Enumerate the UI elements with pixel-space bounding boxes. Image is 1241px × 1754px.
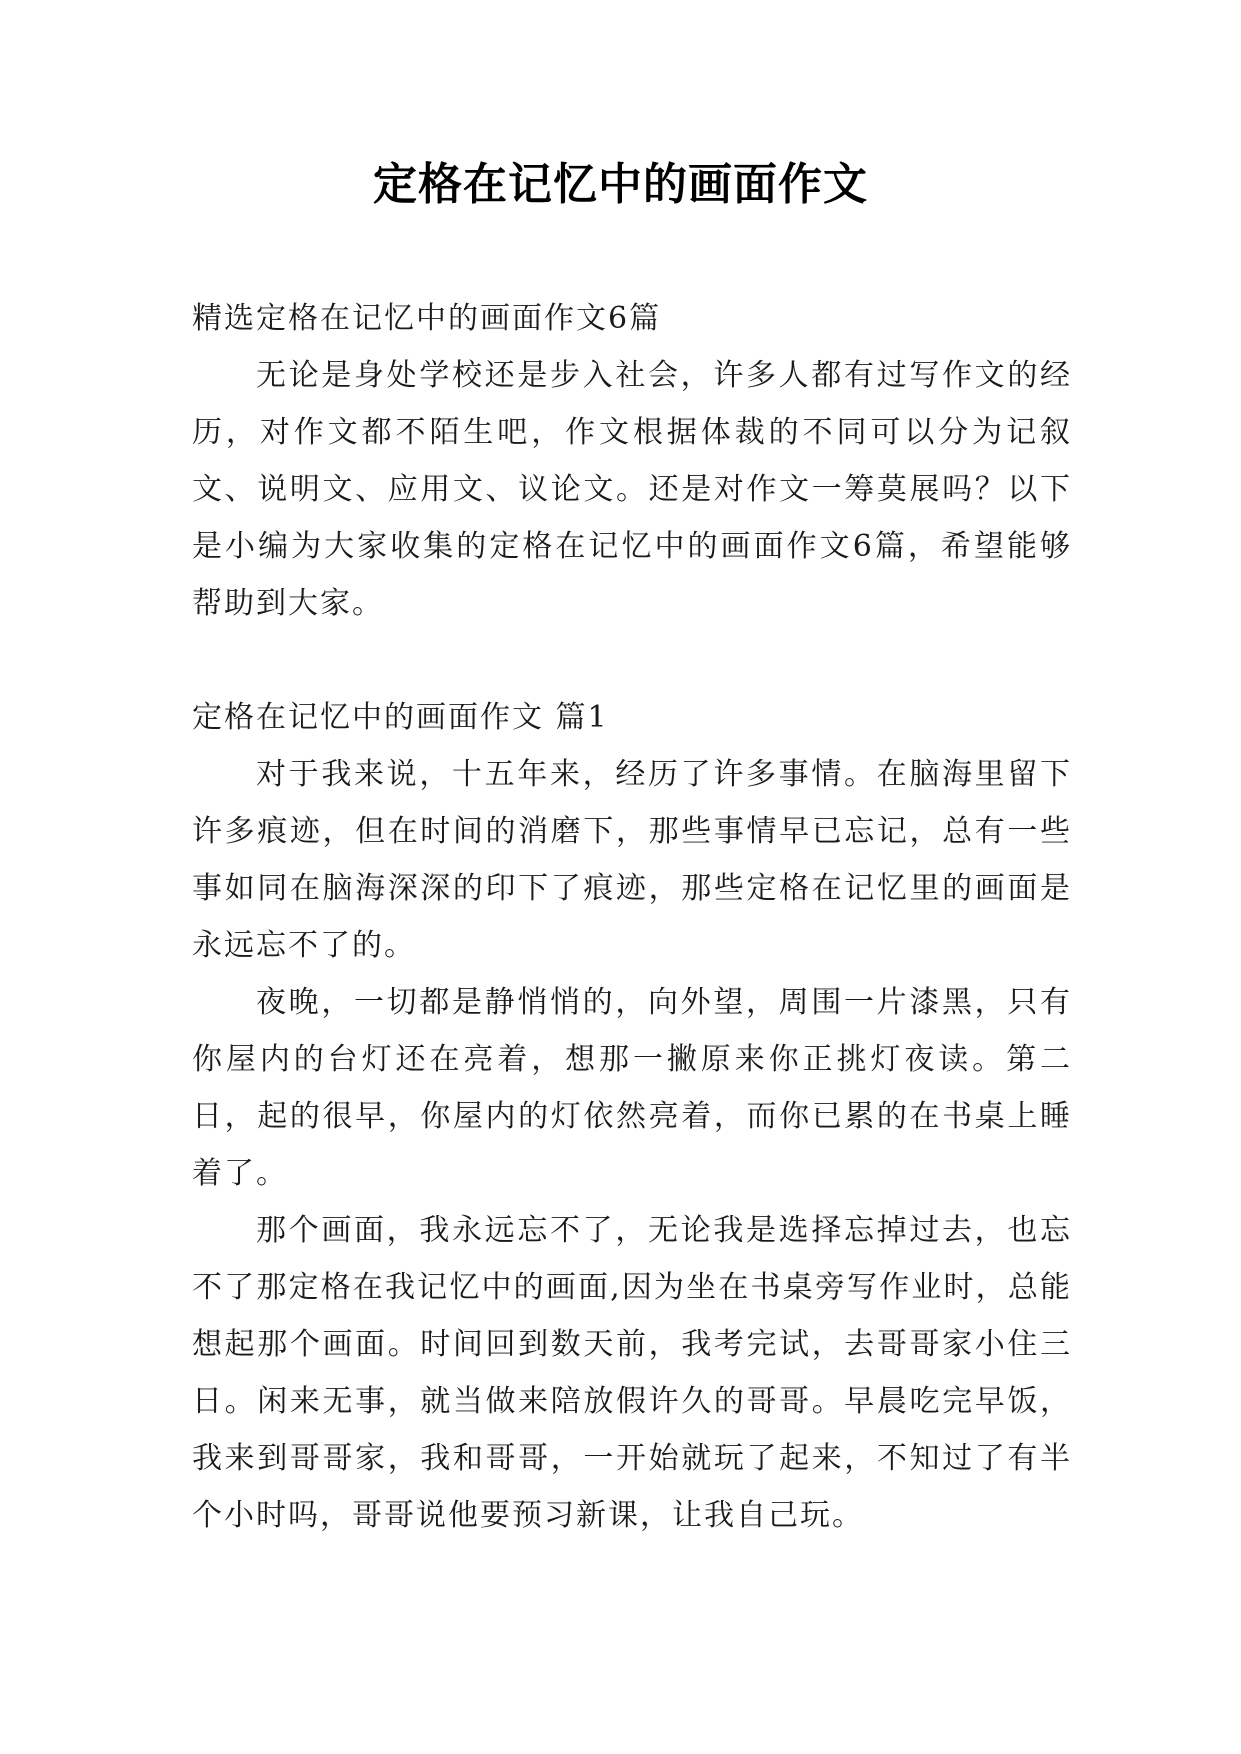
document-title: 定格在记忆中的画面作文 <box>373 159 868 210</box>
intro-paragraph: 无论是身处学校还是步入社会，许多人都有过写作文的经历，对作文都不陌生吧，作文根据体裁的不同可以分为记叙文、说明文、应用文、议论文。还是对作文一筹莫展吗？以下是小编为大家收集的定格在记忆中的画面作文6篇，希望能够帮助到大家。 <box>192 358 1072 621</box>
section-heading: 定格在记忆中的画面作文 篇1 <box>192 700 609 735</box>
body-paragraph-2: 夜晚，一切都是静悄悄的，向外望，周围一片漆黑，只有你屋内的台灯还在亮着，想那一撇原来你正挑灯夜读。第二日，起的很早，你屋内的灯依然亮着，而你已累的在书桌上睡着了。 <box>192 985 1072 1191</box>
intro-heading: 精选定格在记忆中的画面作文6篇 <box>192 301 662 336</box>
body-paragraph-3: 那个画面，我永远忘不了，无论我是选择忘掉过去，也忘不了那定格在我记忆中的画面,因为坐在书桌旁写作业时，总能想起那个画面。时间回到数天前，我考完试，去哥哥家小住三日。闲来无事，就当做来陪放假许久的哥哥。早晨吃完早饭，我来到哥哥家，我和哥哥，一开始就玩了起来，不知过了有半个小时吗，哥哥说他要预习新课，让我自己玩。 <box>192 1213 1072 1533</box>
body-paragraph-1: 对于我来说，十五年来，经历了许多事情。在脑海里留下许多痕迹，但在时间的消磨下，那些事情早已忘记，总有一些事如同在脑海深深的印下了痕迹，那些定格在记忆里的画面是永远忘不了的。 <box>192 757 1072 963</box>
section-spacer <box>192 632 1072 689</box>
document-body <box>192 290 1072 1544</box>
